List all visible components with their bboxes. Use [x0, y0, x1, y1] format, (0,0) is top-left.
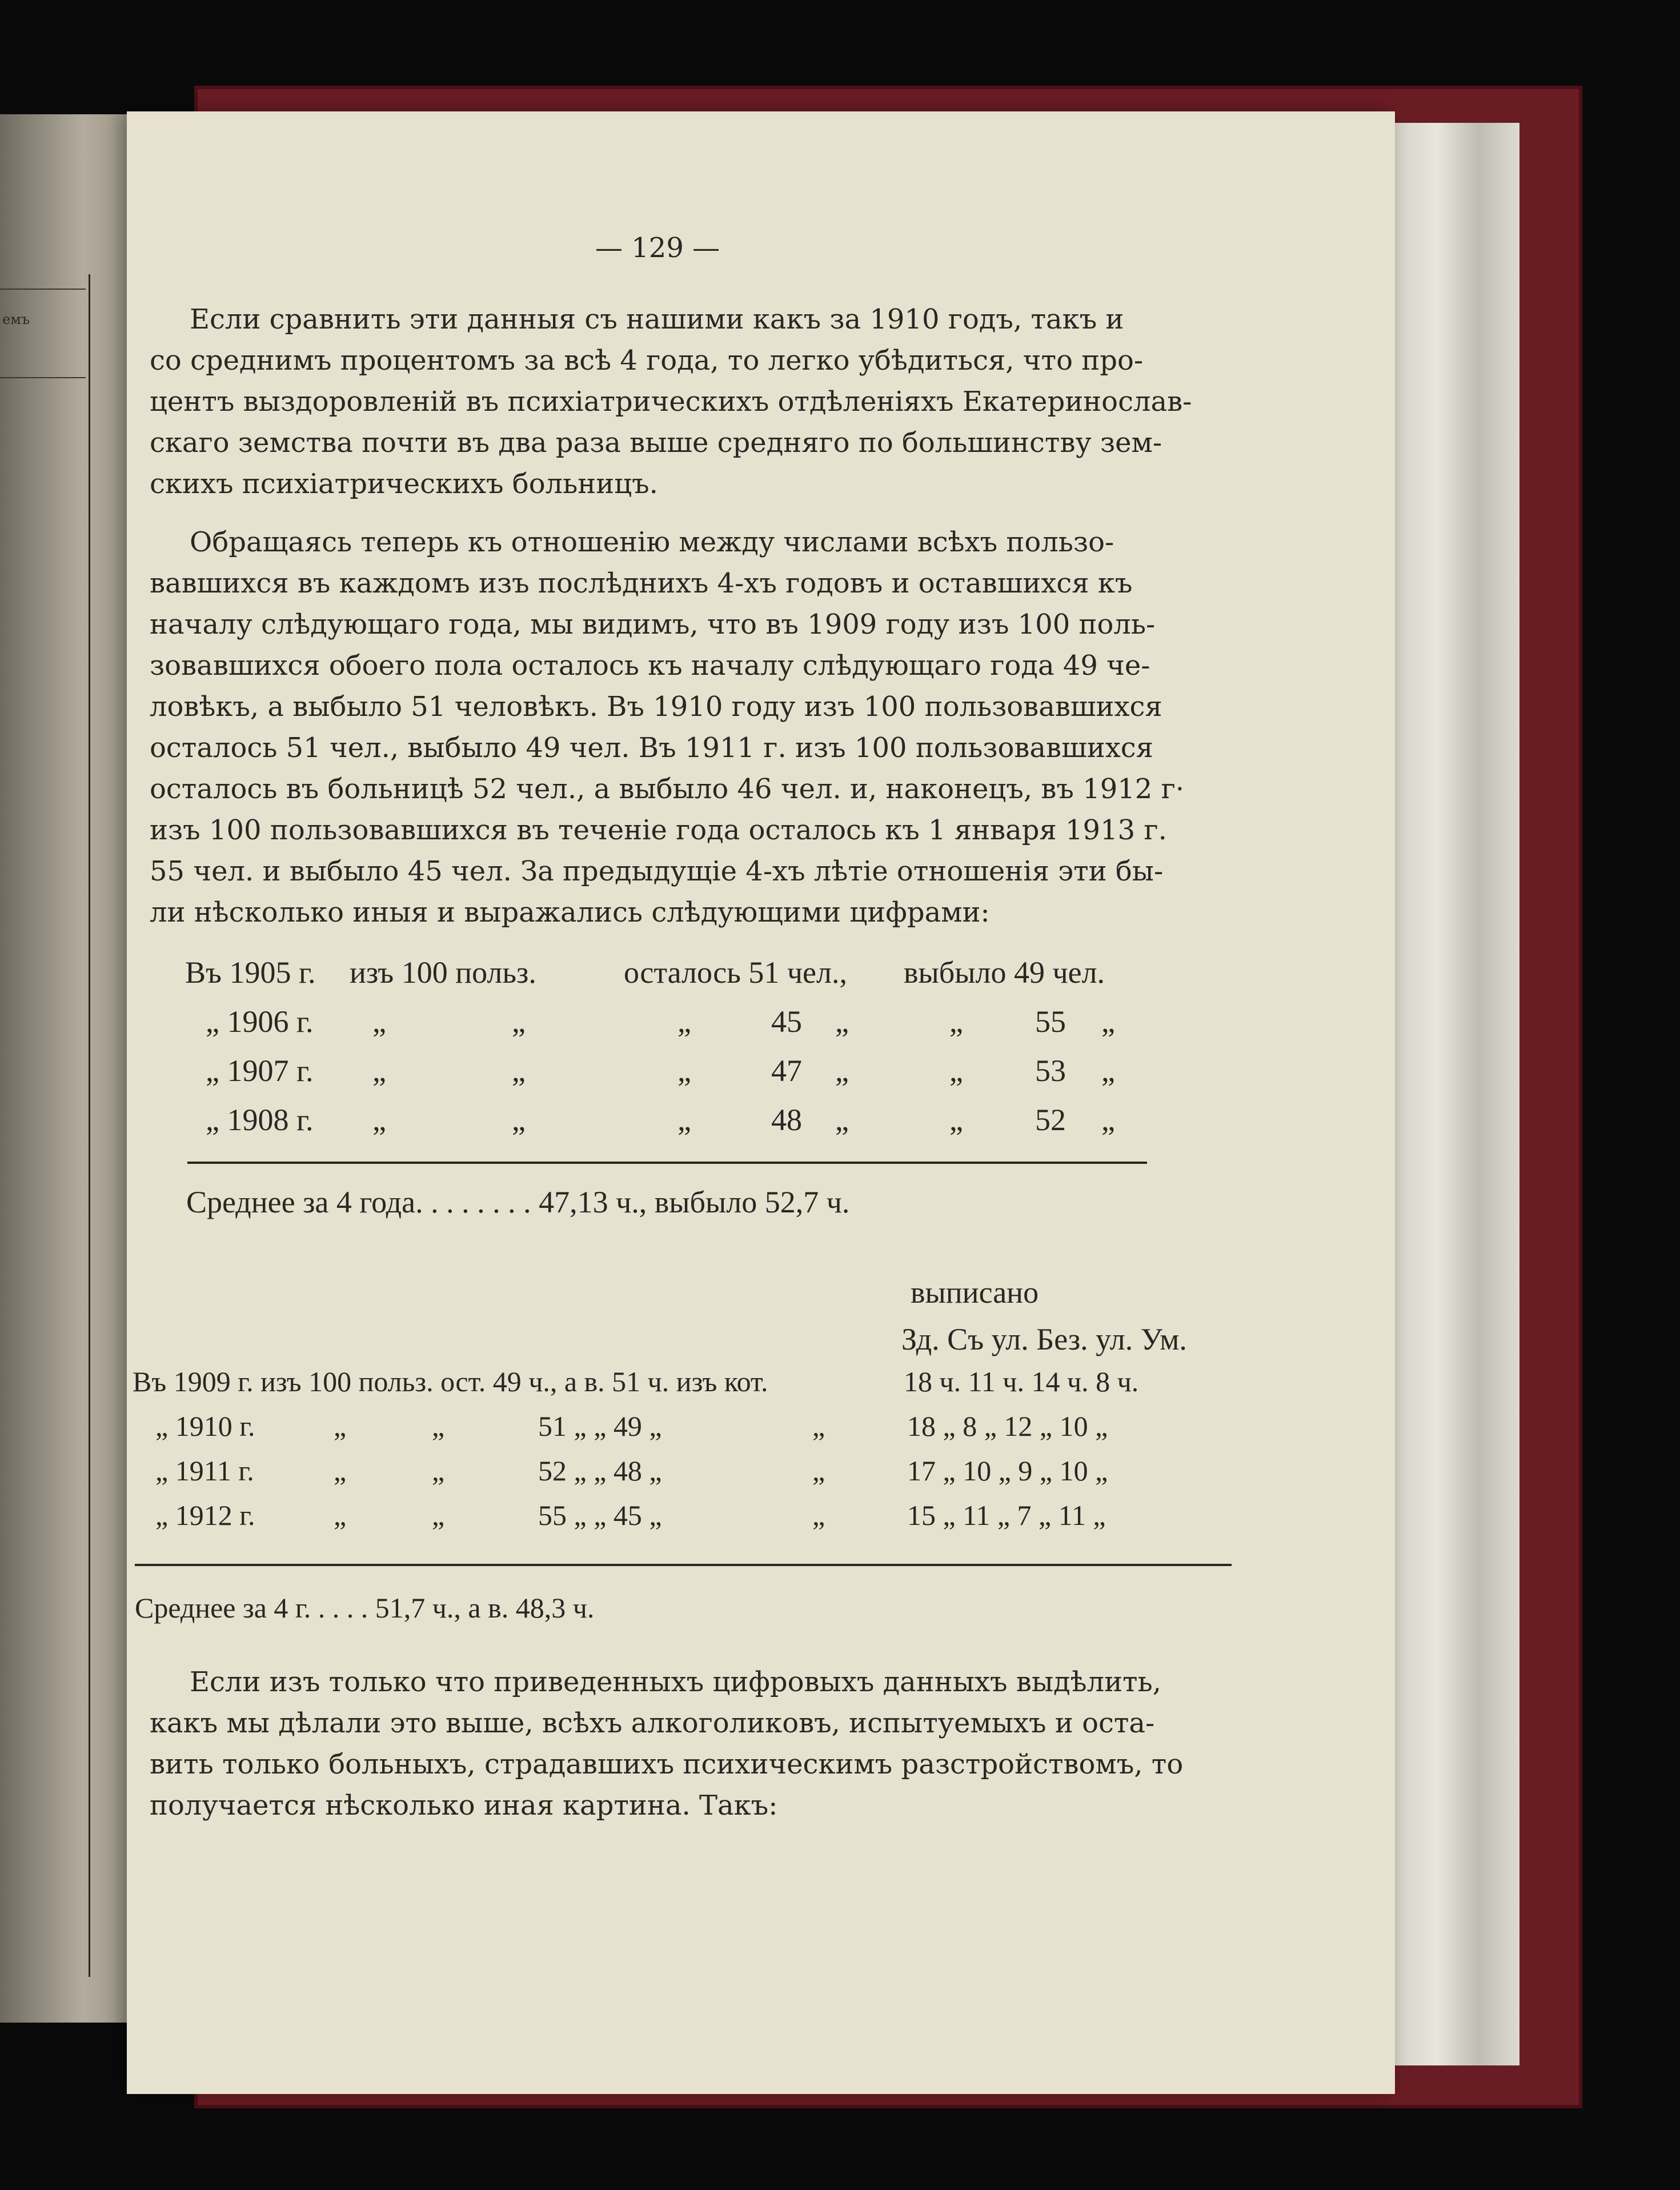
- page-edges: [1382, 123, 1519, 2065]
- table-cell: изъ 100 польз.: [350, 955, 536, 990]
- text-line: зовавшихся обоего пола осталось къ началу слѣдующаго года 49 че-: [150, 650, 1150, 682]
- table-cell: „: [512, 1103, 526, 1137]
- table-cell: 53: [1035, 1054, 1066, 1088]
- table-cell: „: [949, 1004, 963, 1039]
- text-line: получается нѣсколько иная картина. Такъ:: [150, 1789, 778, 1821]
- table-cell: „: [512, 1004, 526, 1039]
- table-cell: осталось 51 чел.,: [624, 955, 847, 990]
- table-cell: „: [1101, 1004, 1115, 1039]
- table-cell: „ 1907 г.: [206, 1054, 314, 1088]
- table-summary: Среднее за 4 года. . . . . . . . 47,13 ч., выбыло 52,7 ч.: [186, 1185, 850, 1219]
- text-line: центъ выздоровленій въ психіатрическихъ отдѣленіяхъ Екатеринослав-: [150, 386, 1192, 418]
- text-line: Обращаясь теперь къ отношенію между числами всѣхъ пользо-: [190, 526, 1114, 558]
- text-line: ли нѣсколько иныя и выражались слѣдующими цифрами:: [150, 896, 990, 928]
- table-cell: 17 „ 10 „ 9 „ 10 „: [907, 1455, 1108, 1487]
- text-line: вавшихся въ каждомъ изъ послѣднихъ 4-хъ годовъ и оставшихся къ: [150, 567, 1133, 599]
- table-divider: [187, 1162, 1147, 1164]
- table-cell: 45: [771, 1004, 802, 1039]
- left-page-label: емъ: [2, 311, 30, 327]
- table-cell: выбыло 49 чел.: [904, 955, 1105, 990]
- table-cell: 18 ч. 11 ч. 14 ч. 8 ч.: [904, 1366, 1139, 1398]
- text-line: началу слѣдующаго года, мы видимъ, что въ 1909 году изъ 100 поль-: [150, 608, 1156, 640]
- text-line: скихъ психіатрическихъ больницъ.: [150, 468, 658, 500]
- table-cell: „: [677, 1004, 691, 1039]
- table-cell: „ 1906 г.: [206, 1004, 314, 1039]
- table-cell: 55: [1035, 1004, 1066, 1039]
- table-group-header: выписано: [911, 1275, 1039, 1310]
- table-cell: „: [1101, 1103, 1115, 1137]
- left-page: [0, 114, 137, 2023]
- table-cell: 52 „ „ 48 „: [538, 1455, 662, 1487]
- table-cell: „: [432, 1410, 445, 1442]
- table-summary: Среднее за 4 г. . . . . 51,7 ч., а в. 48,3 ч.: [135, 1592, 595, 1624]
- text-line: вить только больныхъ, страдавшихъ психическимъ разстройствомъ, то: [150, 1748, 1184, 1780]
- table-cell: „ 1908 г.: [206, 1103, 314, 1137]
- table-cell: „: [372, 1004, 386, 1039]
- table-cell: „: [835, 1004, 849, 1039]
- table-cell: 52: [1035, 1103, 1066, 1137]
- table-cell: „: [949, 1054, 963, 1088]
- table-column-headers: Зд. Съ ул. Без. ул. Ум.: [901, 1322, 1187, 1356]
- text-line: скаго земства почти въ два раза выше средняго по большинству зем-: [150, 427, 1162, 459]
- table-cell: „: [372, 1054, 386, 1088]
- table-cell: „: [432, 1499, 445, 1531]
- table-cell: „: [812, 1455, 825, 1487]
- left-page-rule: [0, 377, 86, 378]
- text-line: Если изъ только что приведенныхъ цифровыхъ данныхъ выдѣлить,: [190, 1666, 1161, 1698]
- table-cell: „: [812, 1410, 825, 1442]
- text-line: ловѣкъ, а выбыло 51 человѣкъ. Въ 1910 году изъ 100 пользовавшихся: [150, 691, 1162, 723]
- table-cell: „ 1912 г.: [155, 1499, 255, 1531]
- table-cell: „: [512, 1054, 526, 1088]
- text-line: осталось въ больницѣ 52 чел., а выбыло 46 чел. и, наконецъ, въ 1912 г·: [150, 773, 1184, 805]
- table-cell: „: [677, 1103, 691, 1137]
- table-cell: „: [432, 1455, 445, 1487]
- table-cell: „: [677, 1054, 691, 1088]
- table-cell: „: [334, 1455, 347, 1487]
- table-cell: „ 1911 г.: [155, 1455, 254, 1487]
- table-cell: 15 „ 11 „ 7 „ 11 „: [907, 1499, 1106, 1531]
- table-cell: 18 „ 8 „ 12 „ 10 „: [907, 1410, 1108, 1442]
- table-cell: „: [835, 1054, 849, 1088]
- table-cell: 55 „ „ 45 „: [538, 1499, 662, 1531]
- table-divider: [135, 1564, 1232, 1566]
- text-line: осталось 51 чел., выбыло 49 чел. Въ 1911 г. изъ 100 пользовавшихся: [150, 732, 1153, 764]
- text-line: какъ мы дѣлали это выше, всѣхъ алкоголиковъ, испытуемыхъ и оста-: [150, 1707, 1155, 1739]
- table-cell: „: [1101, 1054, 1115, 1088]
- table-cell: 48: [771, 1103, 802, 1137]
- text-line: изъ 100 пользовавшихся въ теченіе года осталось къ 1 января 1913 г.: [150, 814, 1167, 846]
- table-cell: „: [949, 1103, 963, 1137]
- table-cell: „: [835, 1103, 849, 1137]
- table-cell: „: [372, 1103, 386, 1137]
- table-cell: 47: [771, 1054, 802, 1088]
- table-cell: 51 „ „ 49 „: [538, 1410, 662, 1442]
- table-cell: „: [334, 1410, 347, 1442]
- left-page-vertical-rule: [89, 274, 90, 1977]
- text-line: Если сравнить эти данныя съ нашими какъ за 1910 годъ, такъ и: [190, 303, 1124, 335]
- text-line: 55 чел. и выбыло 45 чел. За предыдущіе 4-хъ лѣтіе отношенія эти бы-: [150, 855, 1164, 887]
- table-cell: Въ 1905 г.: [185, 955, 316, 990]
- left-page-rule: [0, 289, 86, 290]
- table-cell: „: [812, 1499, 825, 1531]
- text-line: со среднимъ процентомъ за всѣ 4 года, то легко убѣдиться, что про-: [150, 345, 1144, 377]
- table-cell: „: [334, 1499, 347, 1531]
- table-cell: „ 1910 г.: [155, 1410, 255, 1442]
- page: [127, 111, 1395, 2094]
- page-number: — 129 —: [595, 232, 720, 264]
- table-cell: Въ 1909 г. изъ 100 польз. ост. 49 ч., а в. 51 ч. изъ кот.: [133, 1366, 768, 1398]
